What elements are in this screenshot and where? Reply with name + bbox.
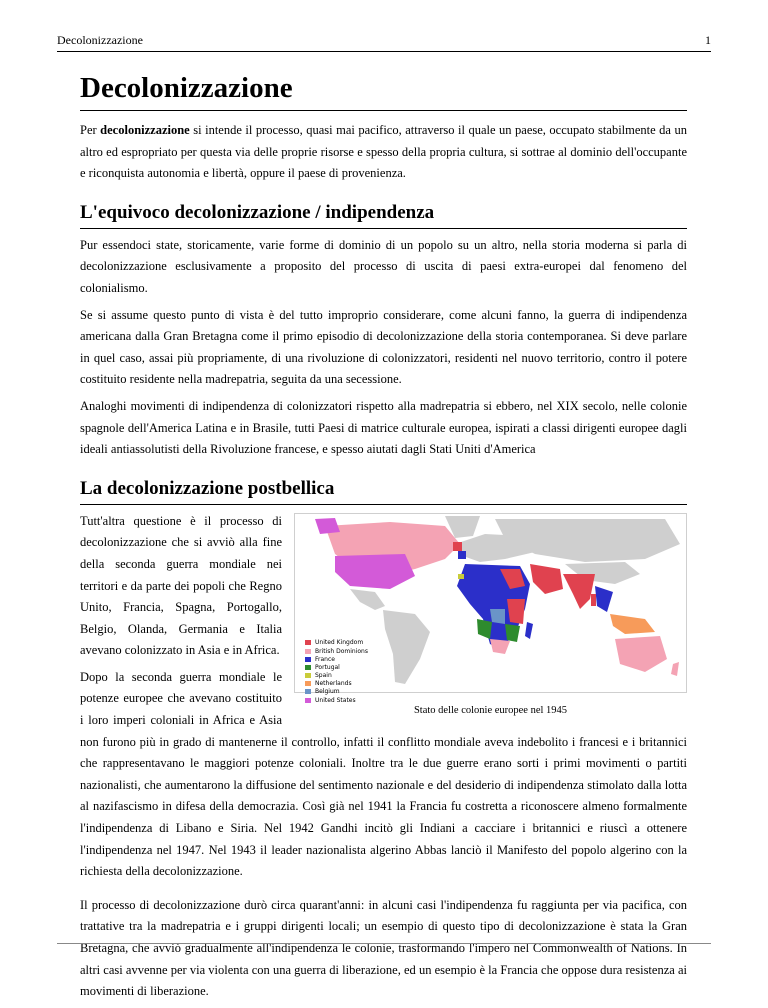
section-heading-equivoco: L'equivoco decolonizzazione / indipendenza — [80, 201, 687, 229]
legend-swatch — [305, 698, 311, 703]
legend-item — [305, 680, 368, 688]
intro-paragraph — [80, 120, 687, 185]
section2-paragraph: Tutt'altra questione è il processo di decolonizzazione che si avviò alla fine della seconda guerra mondiale nei territori e da parte dei popoli che Regno Unito, Francia, Spagna, Portogallo, Belgio, Olanda, Germania e Italia avevano colonizzato in Asia e in Africa. — [80, 513, 282, 658]
section-heading-postbellica: La decolonizzazione postbellica — [80, 477, 687, 505]
figure-caption: Stato delle colonie europee nel 1945 — [413, 704, 568, 716]
legend-item — [305, 688, 368, 696]
legend-label: Netherlands — [315, 680, 352, 688]
section1-paragraph: Analoghi movimenti di indipendenza di colonizzatori rispetto alla madrepatria si ebbero, nel XIX secolo, nelle colonie spagnole dell'America Latina e in Brasile, tutti Paesi di matrice culturale europea, ispirati a classi dirigenti europee dagli ideali antiassolutisti della Rivoluzione francese, e spesso aiutati dagli Stati Uniti d'America — [80, 398, 687, 457]
legend-label: British Dominions — [315, 647, 368, 655]
legend-label: Portugal — [315, 663, 340, 671]
legend-swatch — [305, 673, 311, 678]
intro-bold-term: decolonizzazione — [100, 123, 190, 137]
legend-label: France — [315, 655, 335, 663]
legend-swatch — [305, 657, 311, 662]
header-rule — [57, 51, 711, 52]
legend-item — [305, 663, 368, 671]
legend-label: United Kingdom — [315, 639, 364, 647]
legend-item — [305, 647, 368, 655]
running-head-title: Decolonizzazione — [57, 33, 143, 47]
legend-label: United States — [315, 696, 356, 704]
legend-item — [305, 639, 368, 647]
footer-rule — [57, 943, 711, 944]
legend-swatch — [305, 649, 311, 654]
legend-item — [305, 696, 368, 704]
intro-lead: Per — [80, 123, 101, 137]
running-head — [57, 33, 711, 48]
legend-swatch — [305, 665, 311, 670]
page-number: 1 — [705, 33, 711, 47]
map-figure — [294, 513, 687, 716]
legend-item — [305, 655, 368, 663]
article-body — [80, 70, 687, 1008]
section2-paragraph: Il processo di decolonizzazione durò circa quarant'anni: in alcuni casi l'indipendenza fu raggiunta per via pacifica, con trattative tra la madrepatria e i gruppi dirigenti locali; un esempio di questo tipo di decolonizzazione è stata la Gran Bretagna, che avviò gradualmente all'indipendenza le colonie, trasformando l'impero nel Commonwealth of Nations. In altri casi avvenne per via violenta con una guerra di liberazione, ed un esempio è la Francia che oppose dura resistenza ai movimenti di liberazione. — [80, 897, 687, 999]
legend-label: Belgium — [315, 688, 340, 696]
intro-rest: si intende il processo, quasi mai pacifico, attraverso il quale un paese, occupato stabilmente da un altro ed espropriato per questa via delle proprie risorse e spesso della propria cultura, si sottrae al dominio dell'occupante e riconquista autonomia e libertà, oppure il paese di provenienza. — [80, 123, 687, 181]
page-title: Decolonizzazione — [80, 70, 687, 111]
section2-paragraph: Dopo la seconda guerra mondiale le potenze europee che avevano costituito i loro imperi coloniali in Africa e Asia non furono più in grado di mantenerne il controllo, infatti il conflitto mondiale aveva indebolito i francesi e i britannici che rappresentavano le maggiori potenze coloniali. Inoltre tra le due guerre erano sorti i primi movimenti o partiti nazionalisti, che aumentarono la diffusione del sentimento nazionale e del desiderio di indipendenza stimolato dalla lotta al nazifascismo in difesa della democrazia. Così già nel 1941 la Francia fu costretta a riconoscere almeno formalmente l'indipendenza di Libano e Siria. Nel 1942 Gandhi incitò gli Indiani a cacciare i britannici e riuscì a ottenere l'indipendenza nel 1947. Nel 1943 il leader nazionalista algerino Abbas lanciò il Manifesto del popolo algerino con la richiesta della decolonizzazione. — [80, 669, 687, 879]
section1-paragraph: Se si assume questo punto di vista è del tutto improprio considerare, come alcuni fanno, la guerra di indipendenza americana dalla Gran Bretagna come il primo episodio di decolonizzazione della storia contemporanea. Si deve parlare in quel caso, assai più propriamente, di una rivoluzione di colonizzatori, residenti nel nuovo territorio, contro il potere costituito residente nella madrepatria, seguita da una secessione. — [80, 307, 687, 387]
legend-swatch — [305, 689, 311, 694]
legend-label: Spain — [315, 672, 332, 680]
map-legend — [305, 639, 368, 705]
legend-item — [305, 671, 368, 679]
legend-swatch — [305, 681, 311, 686]
legend-swatch — [305, 640, 311, 645]
section1-paragraph: Pur essendoci state, storicamente, varie forme di dominio di un popolo su un altro, nella storia moderna si parla di decolonizzazione esclusivamente a proposito del processo di uscita di paesi extra-europei dal fenomeno del colonialismo. — [80, 237, 687, 295]
colonial-map — [294, 513, 687, 704]
